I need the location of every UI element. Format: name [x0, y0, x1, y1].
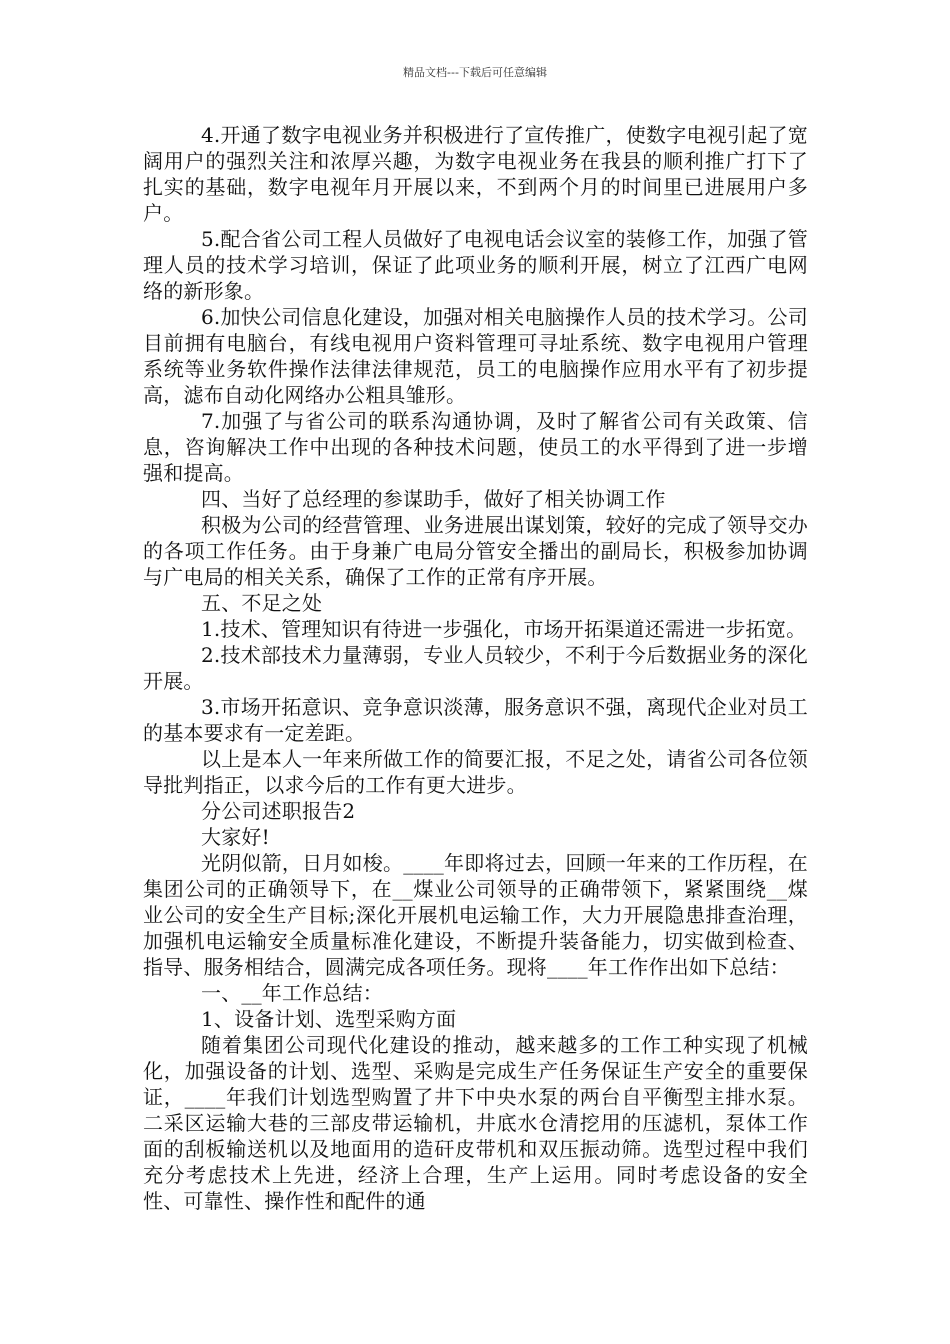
section-heading-1: 一、__年工作总结： [201, 981, 383, 1005]
paragraph-section-4-body: 积极为公司的经营管理、业务进展出谋划策，较好的完成了领导交办的各项工作任务。由于身兼广电局分管安全播出的副局长，积极参加协调与广电局的相关关系，确保了工作的正常有序开展。 [143, 513, 808, 589]
paragraph-closing: 以上是本人一年来所做工作的简要汇报，不足之处，请省公司各位领导批判指正，以求今后的工作有更大进步。 [143, 747, 808, 797]
paragraph-shortcoming-2: 2.技术部技术力量薄弱，专业人员较少，不利于今后数据业务的深化开展。 [143, 643, 808, 693]
paragraph-shortcoming-1: 1.技术、管理知识有待进一步强化，市场开拓渠道还需进一步拓宽。 [201, 617, 807, 641]
paragraph-equipment: 随着集团公司现代化建设的推动，越来越多的工作工种实现了机械化，加强设备的计划、选型、采购是完成生产任务保证生产安全的重要保证，____年我们计划选型购置了井下中央水泵的两台自平衡型主排水泵。二采区运输大巷的三部皮带运输机，井底水仓清挖用的压滤机，泵体工作面的刮板输送机以及地面用的造矸皮带机和双压振动筛。选型过程中我们充分考虑技术上先进，经济上合理，生产上运用。同时考虑设备的安全性、可靠性、操作性和配件的通 [143, 1033, 808, 1213]
paragraph-item-4: 4.开通了数字电视业务并积极进行了宣传推广，使数字电视引起了宽阔用户的强烈关注和浓厚兴趣，为数字电视业务在我县的顺利推广打下了扎实的基础，数字电视年月开展以来，不到两个月的时间里已进展用户多户。 [143, 123, 808, 225]
paragraph-intro: 光阴似箭，日月如梭。____年即将过去，回顾一年来的工作历程，在集团公司的正确领导下，在__煤业公司领导的正确带领下，紧紧围绕__煤业公司的安全生产目标;深化开展机电运输工作，大力开展隐患排查治理，加强机电运输安全质量标准化建设，不断提升装备能力，切实做到检查、指导、服务相结合，圆满完成各项任务。现将____年工作作出如下总结： [143, 851, 808, 979]
report-title-2: 分公司述职报告2 [201, 799, 356, 823]
section-heading-5: 五、不足之处 [201, 591, 323, 615]
paragraph-shortcoming-3: 3.市场开拓意识、竞争意识淡薄，服务意识不强，离现代企业对员工的基本要求有一定差距。 [143, 695, 808, 745]
section-heading-4: 四、当好了总经理的参谋助手，做好了相关协调工作 [201, 487, 666, 511]
page-header: 精品文档---下载后可任意编辑 [403, 66, 547, 79]
paragraph-item-5: 5.配合省公司工程人员做好了电视电话会议室的装修工作，加强了管理人员的技术学习培训，保证了此项业务的顺利开展，树立了江西广电网络的新形象。 [143, 227, 808, 303]
greeting: 大家好! [201, 825, 270, 849]
paragraph-item-6: 6.加快公司信息化建设，加强对相关电脑操作人员的技术学习。公司目前拥有电脑台，有线电视用户资料管理可寻址系统、数字电视用户管理系统等业务软件操作法律法律规范，员工的电脑操作应用水平有了初步提高，滤布自动化网络办公粗具雏形。 [143, 305, 808, 407]
paragraph-item-7: 7.加强了与省公司的联系沟通协调，及时了解省公司有关政策、信息，咨询解决工作中出现的各种技术问题，使员工的水平得到了进一步增强和提高。 [143, 409, 808, 485]
document-body [143, 122, 808, 1214]
subsection-heading-1: 1、设备计划、选型采购方面 [201, 1007, 457, 1031]
